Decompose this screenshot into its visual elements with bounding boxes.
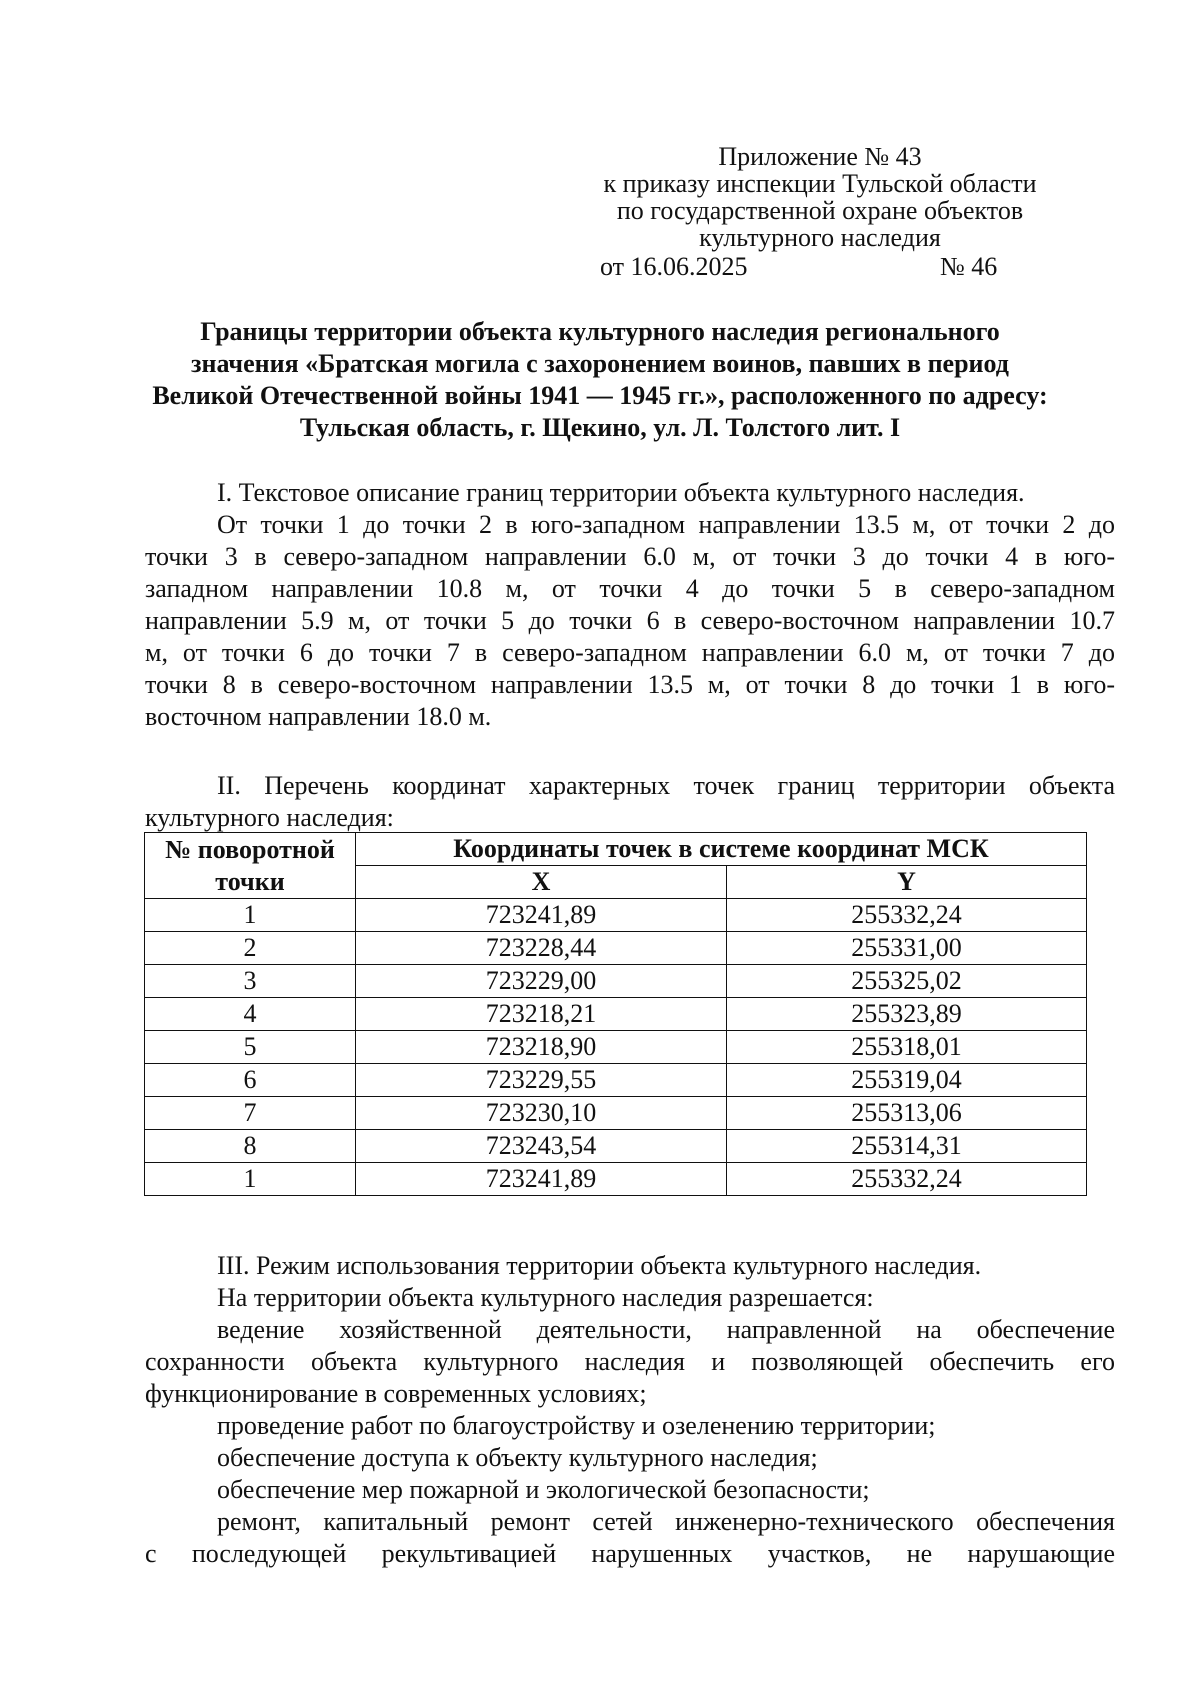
section-1-line: восточном направлении 18.0 м. [145, 702, 492, 731]
point-cell: 1 [145, 1163, 356, 1196]
y-cell: 255332,24 [727, 899, 1087, 932]
table-row [145, 1064, 1087, 1097]
table-row [145, 998, 1087, 1031]
x-cell: 723228,44 [356, 932, 727, 965]
x-cell: 723230,10 [356, 1097, 727, 1130]
col-point-header: № поворотной точки [145, 833, 356, 899]
section-1-line: точки 3 в северо-западном направлении 6.0 м, от точки 3 до точки 4 в юго- [145, 542, 1115, 571]
section-3-line: функционирование в современных условиях; [145, 1379, 647, 1408]
point-cell: 2 [145, 932, 356, 965]
section-3-heading: III. Режим использования территории объекта культурного наследия. [217, 1251, 982, 1280]
table-row [145, 932, 1087, 965]
point-cell: 5 [145, 1031, 356, 1064]
section-1-line: западном направлении 10.8 м, от точки 4 до точки 5 в северо-западном [145, 574, 1115, 603]
point-cell: 4 [145, 998, 356, 1031]
point-cell: 7 [145, 1097, 356, 1130]
order-number: № 46 [940, 252, 998, 281]
section-1-line: м, от точки 6 до точки 7 в северо-западном направлении 6.0 м, от точки 7 до [145, 638, 1115, 667]
section-1-line: направлении 5.9 м, от точки 5 до точки 6 в северо-восточном направлении 10.7 [145, 606, 1115, 635]
col-x-header: X [356, 866, 727, 899]
section-2-heading-end: культурного наследия: [145, 803, 394, 832]
coordinates-group-header: Координаты точек в системе координат МСК [356, 833, 1087, 866]
x-cell: 723229,00 [356, 965, 727, 998]
table-row [145, 1130, 1087, 1163]
section-1-heading: I. Текстовое описание границ территории объекта культурного наследия. [217, 478, 1025, 507]
appendix-authority-end: культурного наследия [699, 223, 941, 252]
section-3-line: ремонт, капитальный ремонт сетей инженерно-технического обеспечения [217, 1507, 1115, 1536]
x-cell: 723218,90 [356, 1031, 727, 1064]
title-line-4: Тульская область, г. Щекино, ул. Л. Толстого лит. I [299, 413, 901, 442]
section-3-usage-regime [145, 1250, 1115, 1570]
point-cell: 6 [145, 1064, 356, 1097]
y-cell: 255323,89 [727, 998, 1087, 1031]
section-3-line: обеспечение мер пожарной и экологической безопасности; [217, 1475, 870, 1504]
title-line-1: Границы территории объекта культурного наследия регионального [200, 317, 1000, 346]
table-row [145, 899, 1087, 932]
y-cell: 255332,24 [727, 1163, 1087, 1196]
section-3-line: На территории объекта культурного наследия разрешается: [217, 1283, 874, 1312]
coordinates-table [144, 832, 1087, 1196]
appendix-order-ref: к приказу инспекции Тульской области [603, 169, 1037, 198]
section-3-line: обеспечение доступа к объекту культурного наследия; [217, 1443, 818, 1472]
y-cell: 255318,01 [727, 1031, 1087, 1064]
section-3-line: сохранности объекта культурного наследия и позволяющей обеспечить его [145, 1347, 1115, 1376]
point-cell: 8 [145, 1130, 356, 1163]
table-row [145, 1031, 1087, 1064]
section-1-line: точки 8 в северо-восточном направлении 13.5 м, от точки 8 до точки 1 в юго- [145, 670, 1115, 699]
y-cell: 255325,02 [727, 965, 1087, 998]
section-3-line: ведение хозяйственной деятельности, направленной на обеспечение [217, 1315, 1115, 1344]
title-line-2: значения «Братская могила с захоронением воинов, павших в период [191, 349, 1009, 378]
appendix-header [560, 143, 1080, 251]
col-y-header: Y [727, 866, 1087, 899]
section-1-line: От точки 1 до точки 2 в юго-западном направлении 13.5 м, от точки 2 до [217, 510, 1115, 539]
y-cell: 255314,31 [727, 1130, 1087, 1163]
x-cell: 723241,89 [356, 1163, 727, 1196]
x-cell: 723218,21 [356, 998, 727, 1031]
document-title [100, 316, 1100, 444]
section-1-text-description [145, 477, 1115, 733]
section-3-line: с последующей рекультивацией нарушенных участков, не нарушающие [145, 1539, 1115, 1568]
table-row [145, 1097, 1087, 1130]
x-cell: 723243,54 [356, 1130, 727, 1163]
section-3-line: проведение работ по благоустройству и озеленению территории; [217, 1411, 936, 1440]
table-row [145, 1163, 1087, 1196]
appendix-number: Приложение № 43 [718, 142, 922, 171]
section-2-coordinates-heading [145, 770, 1115, 834]
x-cell: 723229,55 [356, 1064, 727, 1097]
section-2-heading: II. Перечень координат характерных точек границ территории объекта [217, 771, 1115, 800]
y-cell: 255313,06 [727, 1097, 1087, 1130]
y-cell: 255331,00 [727, 932, 1087, 965]
point-cell: 1 [145, 899, 356, 932]
point-cell: 3 [145, 965, 356, 998]
title-line-3: Великой Отечественной войны 1941 — 1945 гг.», расположенного по адресу: [152, 381, 1048, 410]
table-row [145, 965, 1087, 998]
x-cell: 723241,89 [356, 899, 727, 932]
y-cell: 255319,04 [727, 1064, 1087, 1097]
order-date: от 16.06.2025 [600, 252, 748, 281]
appendix-authority: по государственной охране объектов [616, 196, 1024, 225]
